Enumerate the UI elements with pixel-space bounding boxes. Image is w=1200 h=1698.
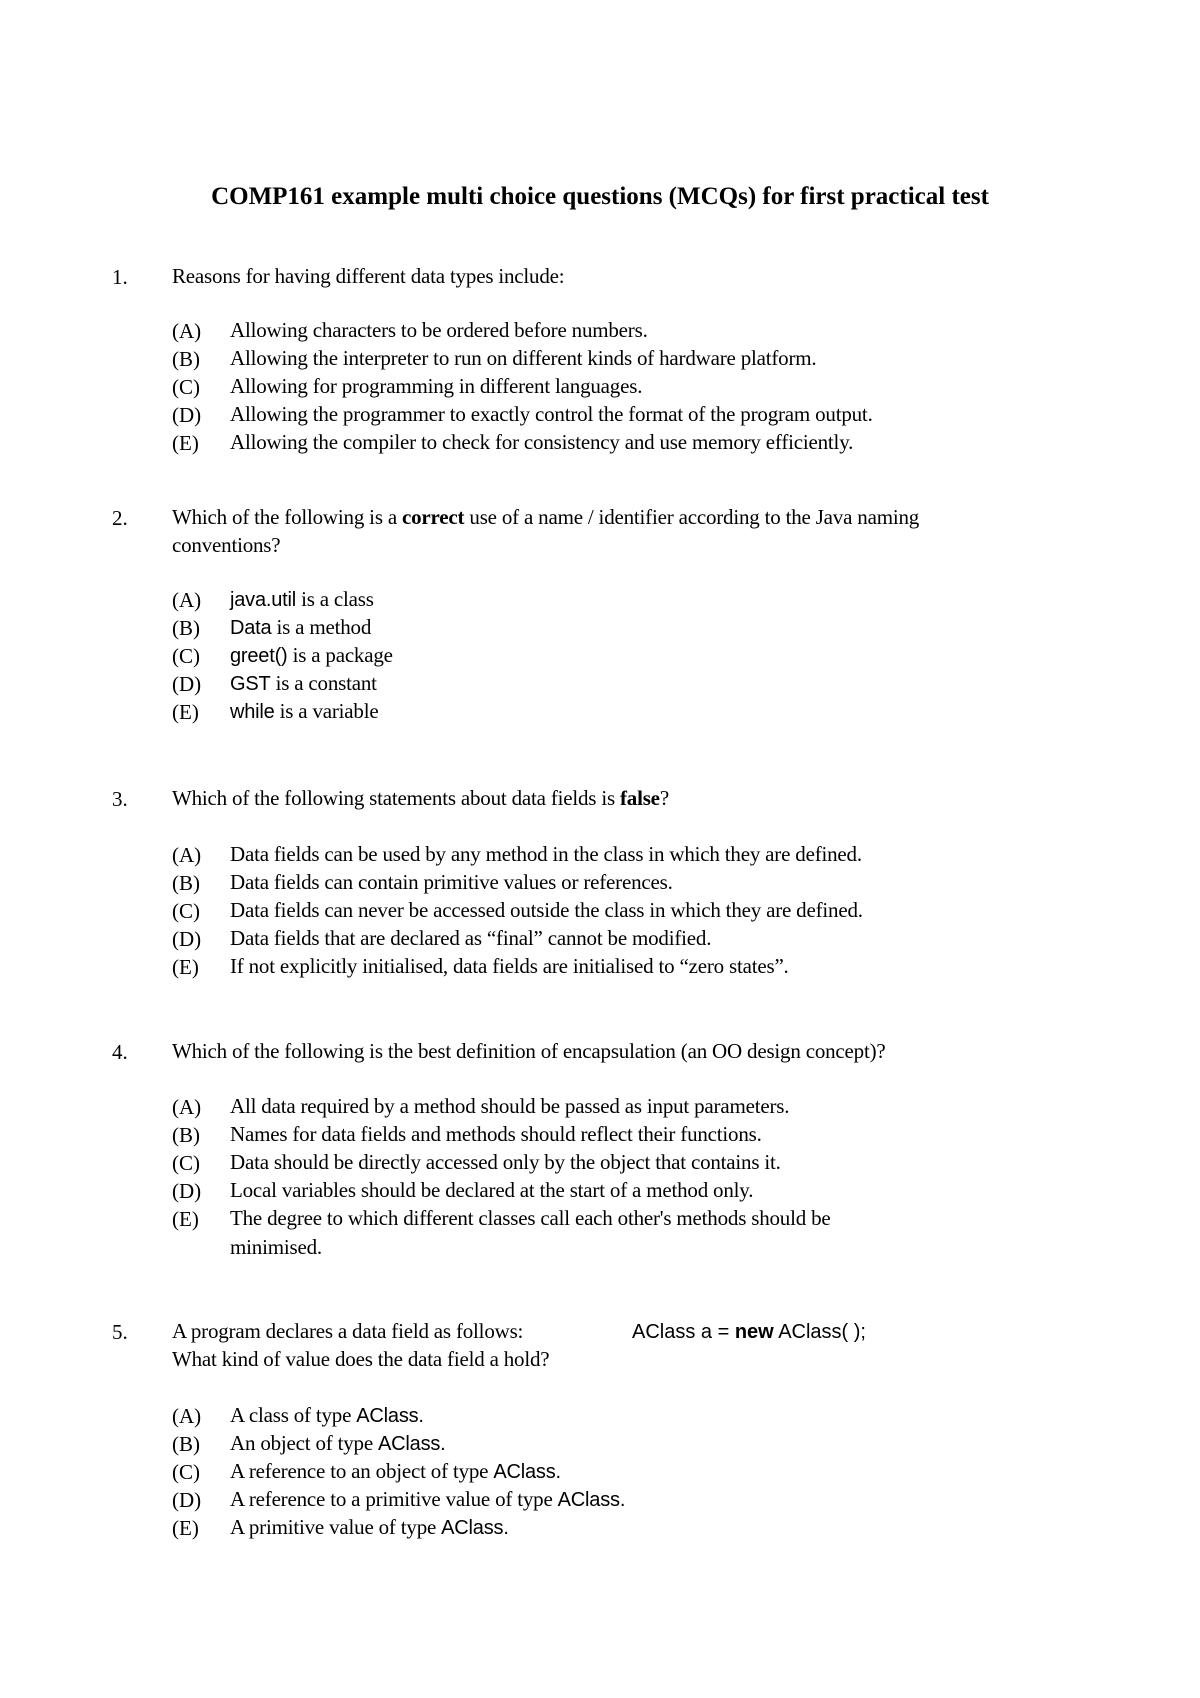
code-identifier: AClass. <box>356 1405 424 1427</box>
option-text: Data fields can be used by any method in the class in which they are defined. <box>230 842 862 866</box>
option-text: A primitive value of type AClass. <box>230 1515 509 1539</box>
code-identifier: AClass. <box>493 1461 561 1483</box>
option-text: Allowing for programming in different languages. <box>230 374 643 398</box>
option-text: All data required by a method should be passed as input parameters. <box>230 1094 790 1118</box>
option-text: An object of type AClass. <box>230 1431 446 1455</box>
option-text: A reference to an object of type AClass. <box>230 1459 561 1483</box>
question-number: 2. <box>112 506 128 530</box>
option-text: A reference to a primitive value of type AClass. <box>230 1487 626 1511</box>
question-text: A program declares a data field as follows: <box>172 1319 524 1343</box>
question-number: 1. <box>112 265 128 289</box>
option-letter: (D) <box>172 672 202 696</box>
emphasis: correct <box>402 505 465 529</box>
question-text-line-2: What kind of value does the data field a hold? <box>172 1347 550 1371</box>
option-letter: (E) <box>172 1207 199 1231</box>
option-letter: (A) <box>172 319 202 343</box>
option-text: GST is a constant <box>230 671 377 695</box>
option-text: Local variables should be declared at the start of a method only. <box>230 1178 754 1202</box>
code-identifier: while <box>230 701 275 723</box>
option-letter: (E) <box>172 955 199 979</box>
code-identifier: greet() <box>230 645 288 667</box>
option-text: Allowing the compiler to check for consistency and use memory efficiently. <box>230 430 854 454</box>
option-text: Allowing characters to be ordered before numbers. <box>230 318 648 342</box>
option-text: Data fields can contain primitive values or references. <box>230 870 673 894</box>
option-text: If not explicitly initialised, data fields are initialised to “zero states”. <box>230 954 789 978</box>
question-text: Which of the following statements about data fields is false? <box>172 786 669 810</box>
option-text: Data fields that are declared as “final” cannot be modified. <box>230 926 712 950</box>
code-identifier: java.util <box>230 589 297 611</box>
option-letter: (C) <box>172 644 200 668</box>
code-identifier: AClass. <box>441 1517 509 1539</box>
option-letter: (A) <box>172 588 202 612</box>
option-text: The degree to which different classes call each other's methods should be <box>230 1206 831 1230</box>
option-letter: (D) <box>172 1179 202 1203</box>
code-identifier: AClass. <box>378 1433 446 1455</box>
option-letter: (E) <box>172 1516 199 1540</box>
question-text: Which of the following is the best definition of encapsulation (an OO design concept)? <box>172 1039 886 1063</box>
option-text: Data fields can never be accessed outside the class in which they are defined. <box>230 898 863 922</box>
option-text: Data should be directly accessed only by the object that contains it. <box>230 1150 781 1174</box>
option-letter: (C) <box>172 899 200 923</box>
option-letter: (A) <box>172 1095 202 1119</box>
emphasis: false <box>619 786 660 810</box>
option-letter: (C) <box>172 1460 200 1484</box>
question-number: 5. <box>112 1320 128 1344</box>
option-letter: (A) <box>172 843 202 867</box>
option-letter: (B) <box>172 616 200 640</box>
code-snippet: AClass a = new AClass( ); <box>632 1321 866 1343</box>
option-letter: (E) <box>172 700 199 724</box>
option-letter: (D) <box>172 1488 202 1512</box>
question-text: Which of the following is a correct use of a name / identifier according to the Java naming <box>172 505 920 529</box>
option-letter: (B) <box>172 1432 200 1456</box>
option-letter: (E) <box>172 431 199 455</box>
option-text: A class of type AClass. <box>230 1403 424 1427</box>
question-text-line-2: conventions? <box>172 533 281 557</box>
option-letter: (C) <box>172 375 200 399</box>
option-letter: (B) <box>172 347 200 371</box>
option-letter: (B) <box>172 871 200 895</box>
option-text: Allowing the interpreter to run on different kinds of hardware platform. <box>230 346 817 370</box>
document-title: COMP161 example multi choice questions (MCQs) for first practical test <box>211 183 989 210</box>
code-identifier: GST <box>230 673 271 695</box>
code-identifier: Data <box>230 617 272 639</box>
option-letter: (D) <box>172 403 202 427</box>
option-text: greet() is a package <box>230 643 393 667</box>
option-letter: (C) <box>172 1151 200 1175</box>
option-text: Allowing the programmer to exactly control the format of the program output. <box>230 402 873 426</box>
option-text: java.util is a class <box>230 587 374 611</box>
question-number: 3. <box>112 787 128 811</box>
option-letter: (B) <box>172 1123 200 1147</box>
option-text: while is a variable <box>230 699 379 723</box>
keyword: new <box>734 1321 774 1343</box>
option-letter: (D) <box>172 927 202 951</box>
option-text: Names for data fields and methods should reflect their functions. <box>230 1122 762 1146</box>
option-letter: (A) <box>172 1404 202 1428</box>
question-text: Reasons for having different data types include: <box>172 264 565 288</box>
option-text: Data is a method <box>230 615 372 639</box>
question-number: 4. <box>112 1040 128 1064</box>
option-text-line-2: minimised. <box>230 1235 322 1259</box>
code-identifier: AClass. <box>557 1489 626 1511</box>
